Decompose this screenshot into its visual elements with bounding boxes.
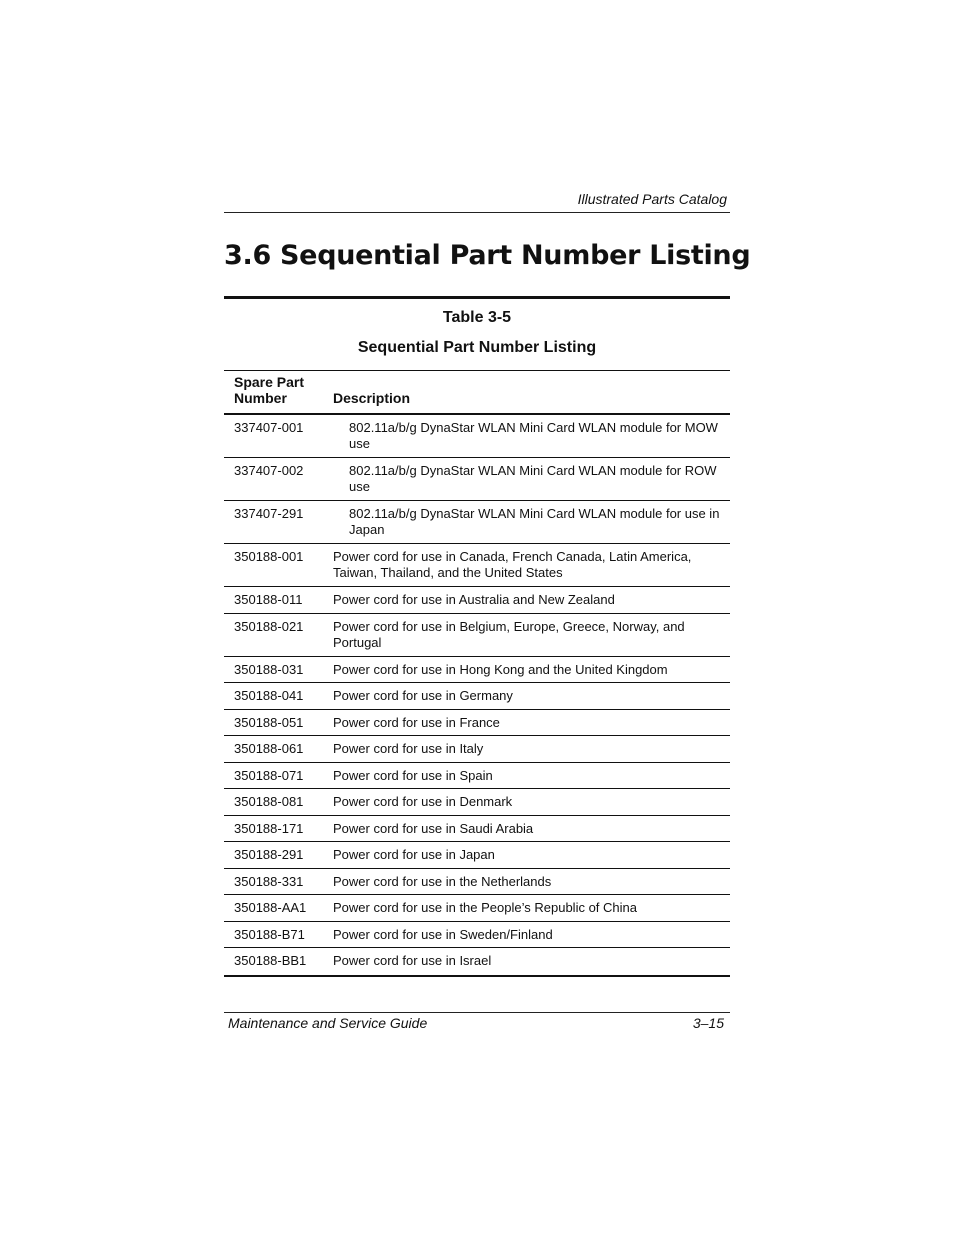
running-header-title: Illustrated Parts Catalog [577, 191, 727, 207]
description-cell: Power cord for use in the Netherlands [333, 873, 552, 889]
table-row [224, 789, 730, 816]
part-number-cell: 350188-081 [234, 794, 304, 809]
table-row [224, 415, 730, 458]
part-number-cell: 350188-051 [234, 714, 304, 730]
table-body [224, 415, 730, 977]
part-number-cell: 350188-291 [234, 847, 304, 862]
running-footer [224, 1012, 730, 1037]
description-cell: 802.11a/b/g DynaStar WLAN Mini Card WLAN module for MOW use [349, 420, 718, 451]
table-row [224, 948, 730, 975]
table-row [224, 587, 730, 614]
table-row [224, 816, 730, 843]
part-number-cell: 350188-041 [234, 688, 304, 703]
description-cell: Power cord for use in Australia and New Zealand [333, 592, 615, 607]
part-number-cell: 350188-171 [234, 820, 304, 836]
table-header [224, 370, 730, 415]
column-header-description: Description [333, 390, 411, 406]
part-number-cell: 350188-061 [234, 741, 304, 756]
running-header [224, 190, 730, 213]
part-number-cell: 350188-AA1 [234, 900, 307, 915]
part-number-cell: 350188-011 [234, 592, 303, 607]
table-title: Sequential Part Number Listing [357, 339, 597, 356]
table-row [224, 763, 730, 790]
part-number-cell: 350188-021 [234, 618, 304, 634]
table-row [224, 544, 730, 587]
section-title: 3.6 Sequential Part Number Listing [224, 240, 751, 271]
table-row [224, 736, 730, 763]
description-cell: Power cord for use in Denmark [333, 794, 513, 809]
description-cell: Power cord for use in Canada, French Canada, Latin America, Taiwan, Thailand, and the United States [333, 549, 692, 580]
description-cell: 802.11a/b/g DynaStar WLAN Mini Card WLAN module for ROW use [349, 463, 717, 494]
table-row [224, 501, 730, 544]
description-cell: Power cord for use in France [333, 714, 500, 730]
table-row [224, 683, 730, 710]
footer-page-number: 3–15 [692, 1015, 724, 1031]
table-row [224, 710, 730, 737]
description-cell: Power cord for use in Spain [333, 767, 493, 783]
description-cell: Power cord for use in Hong Kong and the United Kingdom [333, 661, 668, 677]
part-number-cell: 337407-002 [234, 463, 304, 478]
part-number-cell: 350188-BB1 [234, 953, 307, 968]
part-number-cell: 350188-B71 [234, 926, 305, 942]
description-cell: Power cord for use in Belgium, Europe, Greece, Norway, and Portugal [333, 618, 685, 650]
description-cell: Power cord for use in Germany [333, 688, 513, 703]
table-label: Table 3-5 [442, 309, 512, 326]
column-header-part-number: Spare Part Number [234, 374, 305, 406]
part-number-cell: 350188-071 [234, 767, 304, 783]
table-row [224, 614, 730, 657]
footer-guide-title: Maintenance and Service Guide [228, 1015, 428, 1031]
description-cell: Power cord for use in Israel [333, 953, 492, 968]
description-cell: Power cord for use in Italy [333, 741, 484, 756]
table-row [224, 842, 730, 869]
table-row [224, 869, 730, 896]
part-number-cell: 350188-001 [234, 549, 304, 564]
table-row [224, 922, 730, 949]
part-number-cell: 350188-031 [234, 661, 304, 677]
description-cell: Power cord for use in Japan [333, 847, 495, 862]
part-number-cell: 337407-001 [234, 420, 304, 435]
description-cell: Power cord for use in the People’s Republic of China [333, 900, 637, 915]
description-cell: Power cord for use in Saudi Arabia [333, 820, 534, 836]
part-number-cell: 350188-331 [234, 873, 304, 889]
part-number-cell: 337407-291 [234, 506, 304, 521]
table-row [224, 657, 730, 684]
table-row [224, 458, 730, 501]
parts-table [224, 296, 730, 977]
description-cell: Power cord for use in Sweden/Finland [333, 926, 553, 942]
description-cell: 802.11a/b/g DynaStar WLAN Mini Card WLAN module for use in Japan [349, 506, 720, 537]
table-row [224, 895, 730, 922]
